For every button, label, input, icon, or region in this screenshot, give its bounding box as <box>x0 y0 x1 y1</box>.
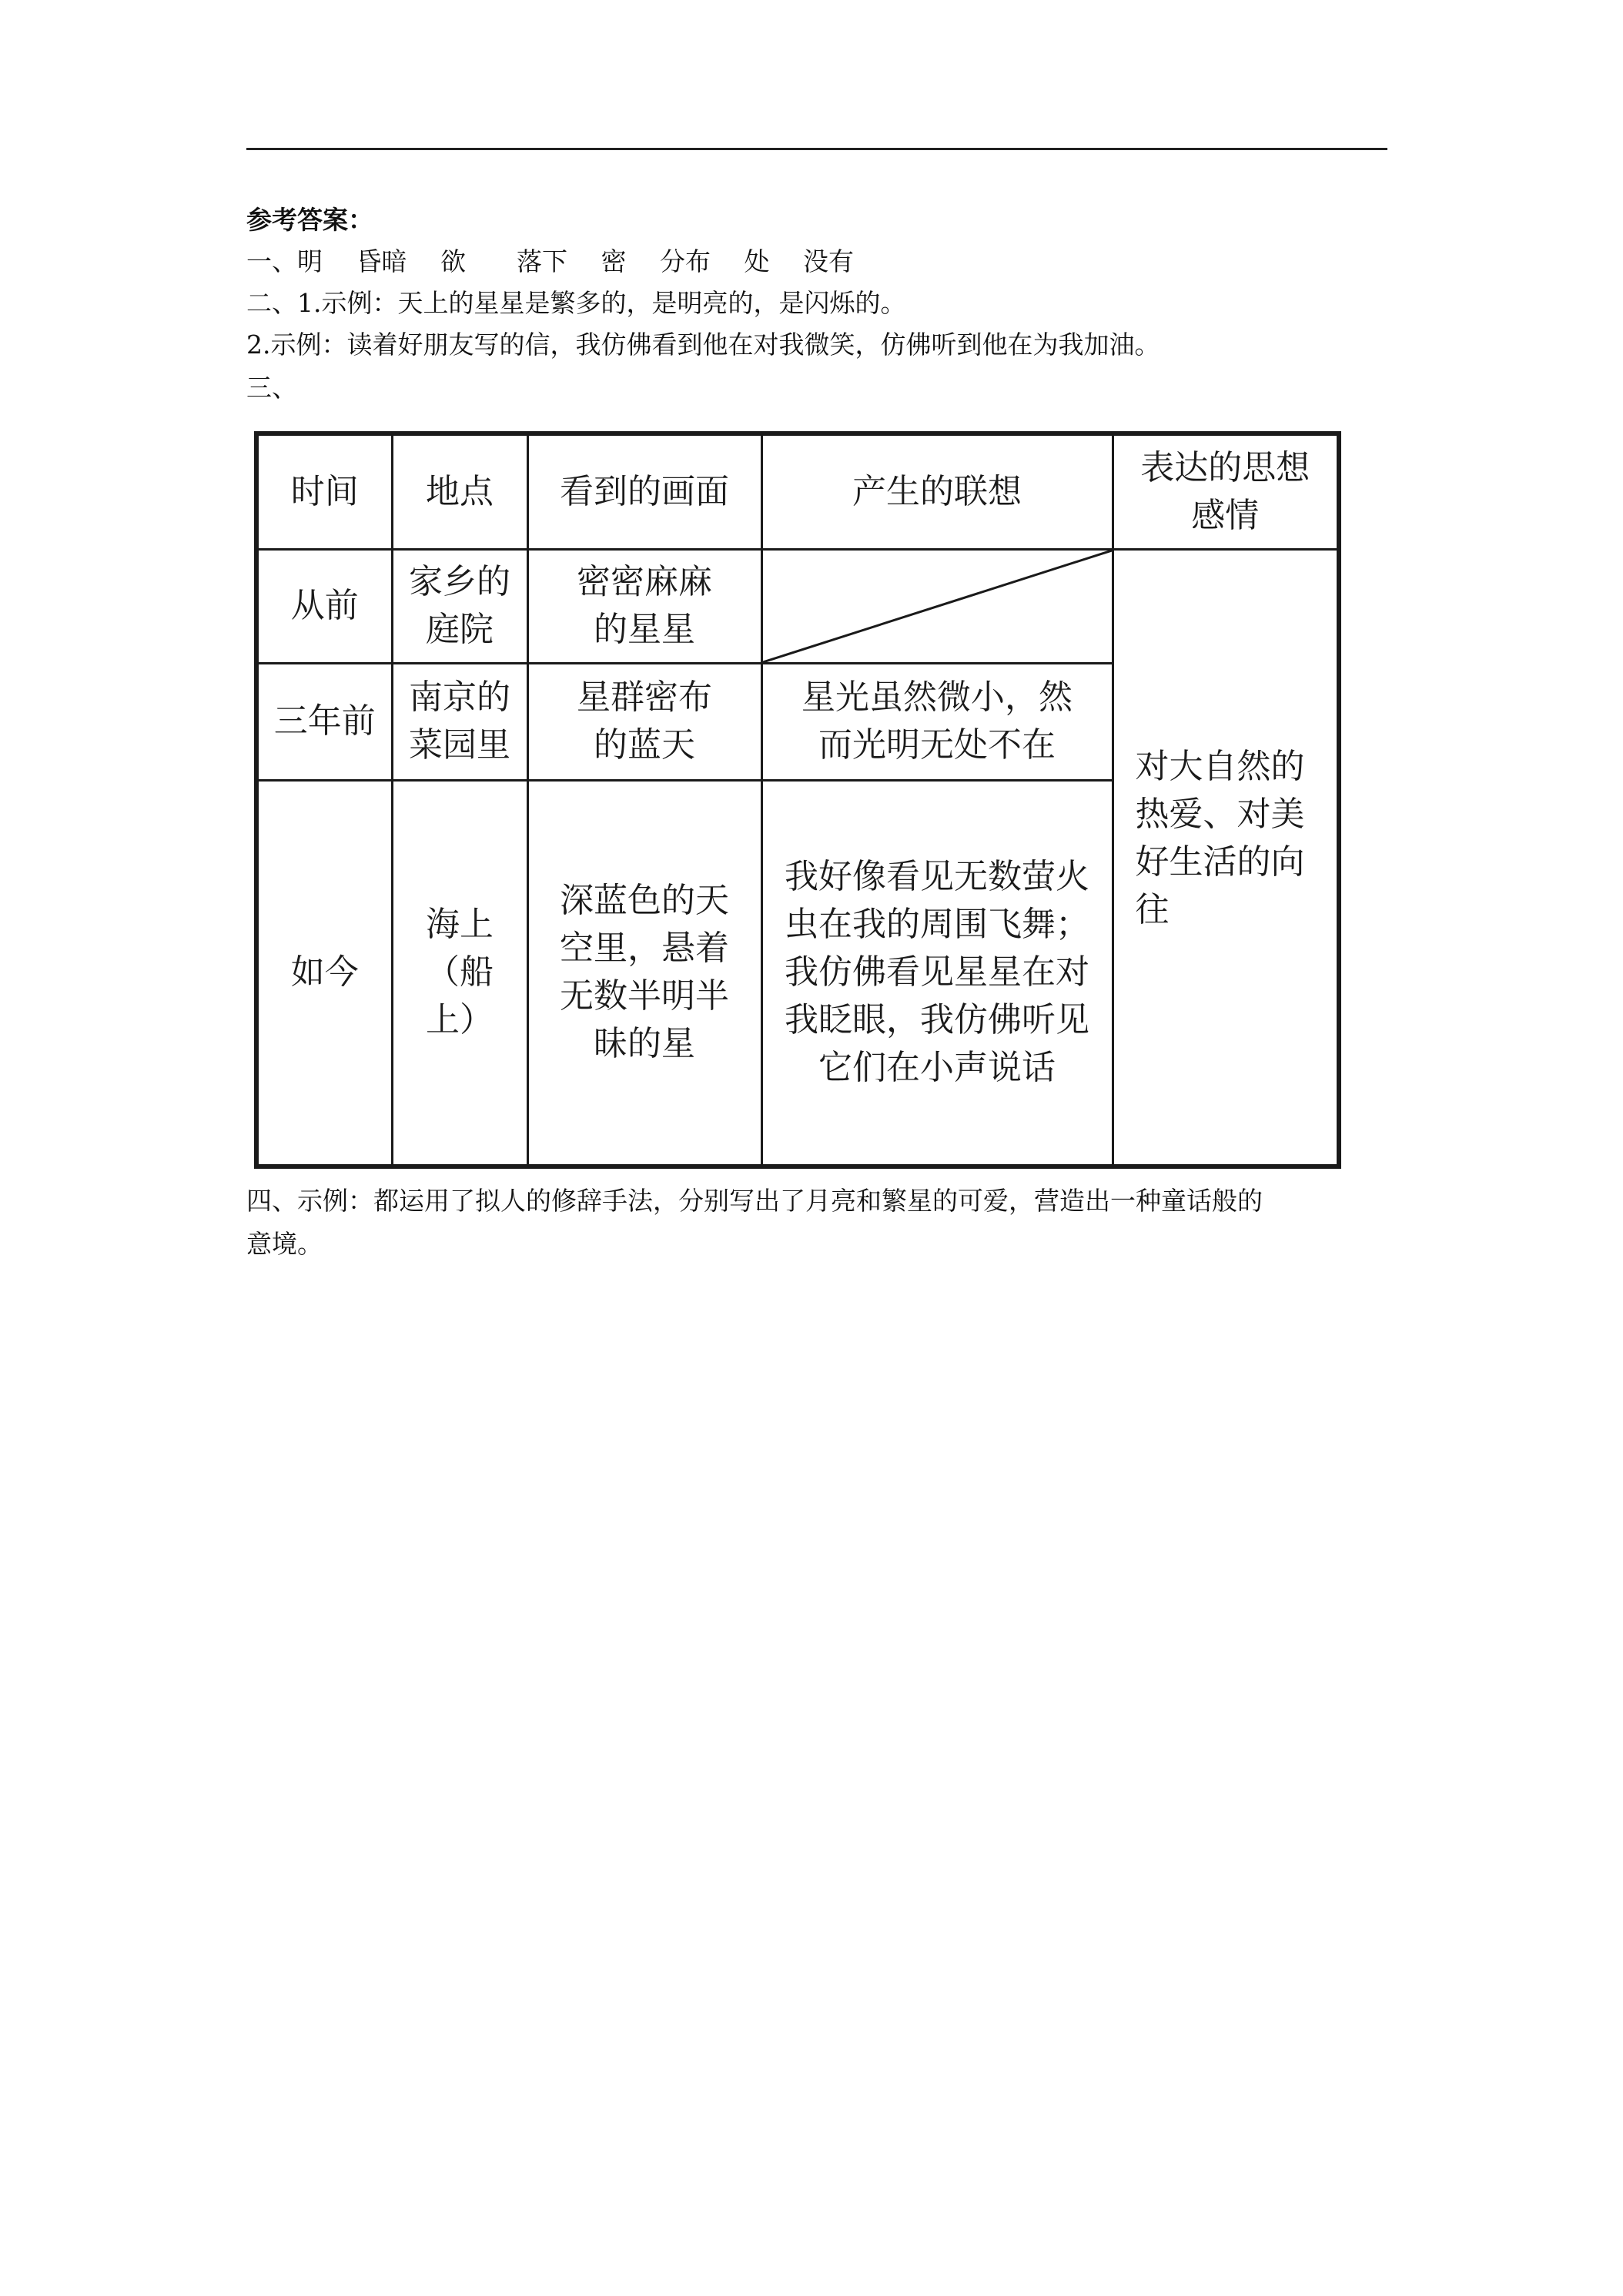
header-place: 地点 <box>392 433 527 549</box>
feeling-cell: 对大自然的热爱、对美好生活的向往 <box>1113 549 1339 1166</box>
header-rule <box>246 148 1387 150</box>
answer-part-4-line-1: 四、示例：都运用了拟人的修辞手法，分别写出了月亮和繁星的可爱，营造出一种童话般的 <box>246 1186 1263 1216</box>
answer-part-4-line-2: 意境。 <box>246 1229 323 1259</box>
answer-part-1: 一、明 昏暗 欲 落下 密 分布 处 没有 <box>246 246 854 276</box>
header-time: 时间 <box>256 433 392 549</box>
row-scene: 星群密布的蓝天 <box>527 663 761 780</box>
row-time: 如今 <box>256 780 392 1166</box>
row-place: 家乡的庭院 <box>392 549 527 663</box>
answer-table <box>254 431 1341 1169</box>
row-time: 三年前 <box>256 663 392 780</box>
row-scene: 深蓝色的天空里，悬着无数半明半昧的星 <box>527 780 761 1166</box>
answer-part-2-item-2: 2.示例：读着好朋友写的信，我仿佛看到他在对我微笑，仿佛听到他在为我加油。 <box>246 330 1160 360</box>
row-association: 我好像看见无数萤火虫在我的周围飞舞；我仿佛看见星星在对我眨眼，我仿佛听见它们在小声说话 <box>761 780 1113 1166</box>
table-header-row <box>256 433 1339 549</box>
row-place: 南京的菜园里 <box>392 663 527 780</box>
row-place: 海上（船上） <box>392 780 527 1166</box>
diagonal-slash <box>763 551 1112 662</box>
header-feeling: 表达的思想感情 <box>1113 433 1339 549</box>
answer-table-wrapper <box>254 431 1337 1164</box>
row-time: 从前 <box>256 549 392 663</box>
answer-heading: 参考答案： <box>246 205 373 235</box>
row-association-empty <box>761 549 1113 663</box>
header-scene: 看到的画面 <box>527 433 761 549</box>
answer-part-3-label: 三、 <box>246 373 297 403</box>
answer-part-2-item-1: 二、1.示例：天上的星星是繁多的，是明亮的，是闪烁的。 <box>246 288 906 318</box>
header-association: 产生的联想 <box>761 433 1113 549</box>
row-scene: 密密麻麻的星星 <box>527 549 761 663</box>
table-row <box>256 549 1339 663</box>
row-association: 星光虽然微小，然而光明无处不在 <box>761 663 1113 780</box>
